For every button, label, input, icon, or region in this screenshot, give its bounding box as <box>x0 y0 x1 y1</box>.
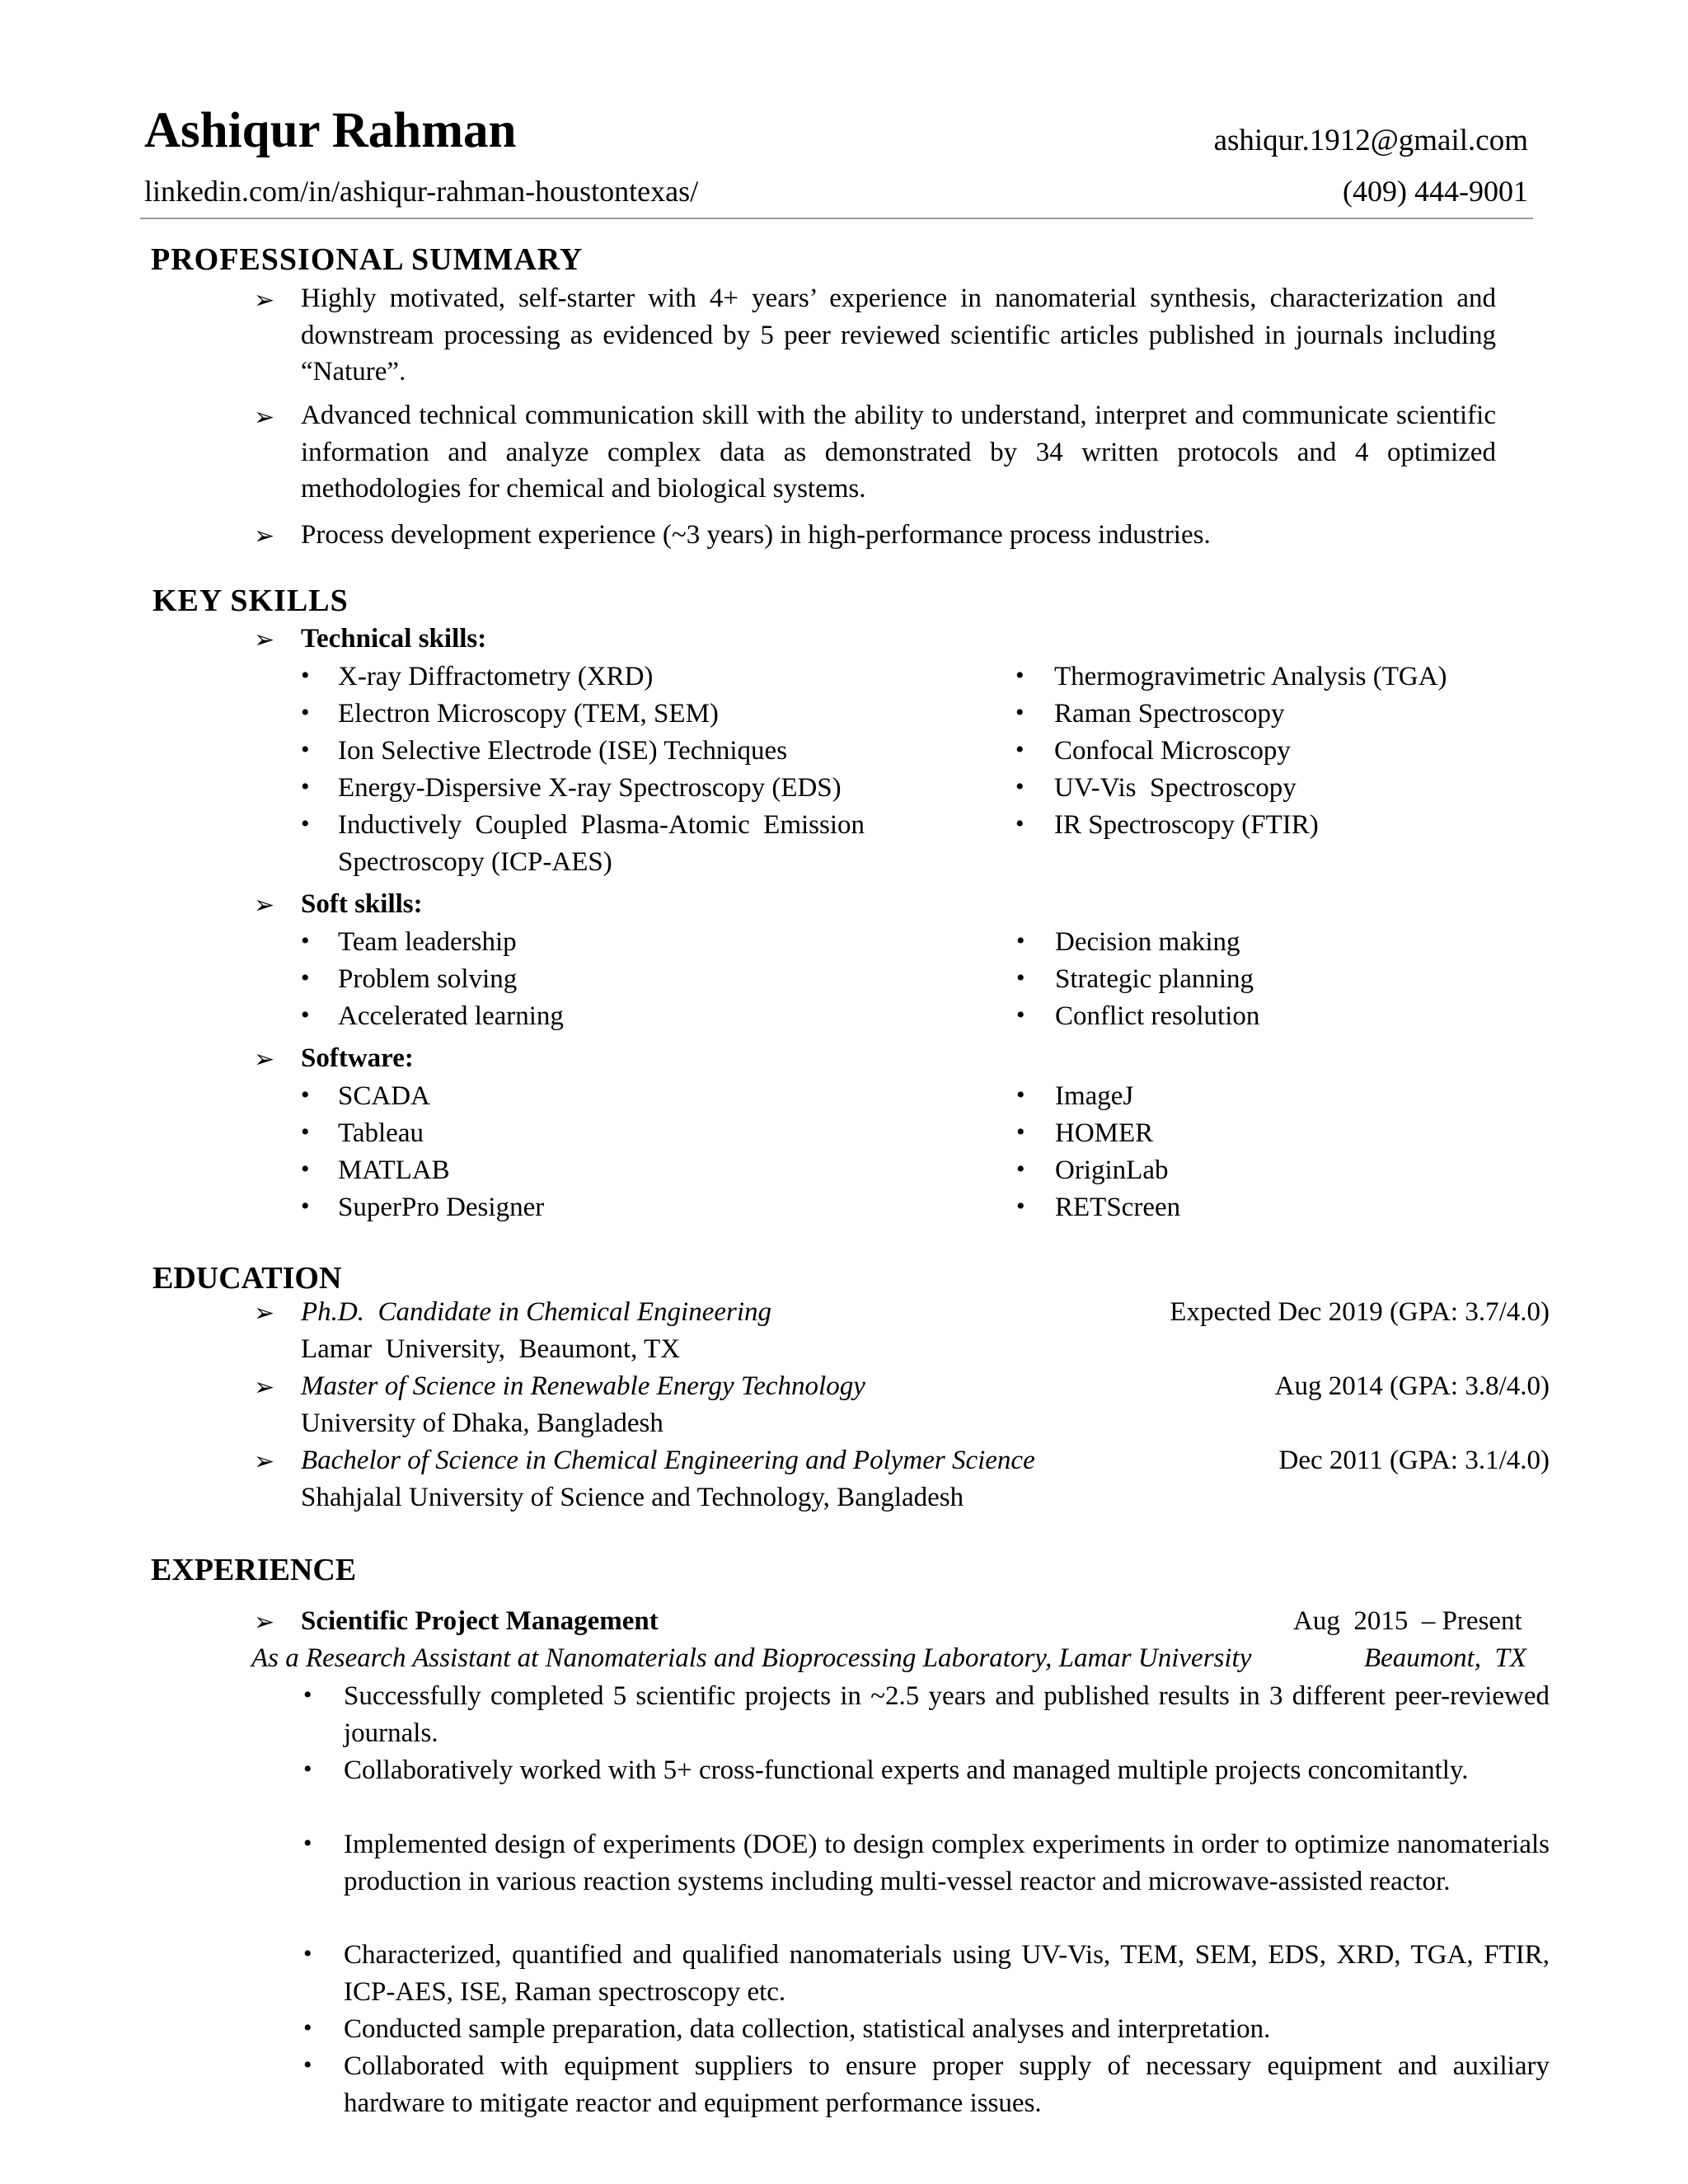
bullet-icon: • <box>1016 1081 1025 1108</box>
skill-item: SCADA <box>338 1081 430 1111</box>
email-address: ashiqur.1912@gmail.com <box>1213 124 1528 157</box>
skill-item: Confocal Microscopy <box>1054 736 1291 766</box>
degree-date: Aug 2014 (GPA: 3.8/4.0) <box>1274 1371 1550 1401</box>
skill-item: Energy-Dispersive X-ray Spectroscopy (EDS) <box>338 773 842 803</box>
bullet-icon: • <box>1015 662 1025 689</box>
summary-item: Process development experience (~3 years) in high-performance process industries. <box>301 520 1211 550</box>
section-title-experience: EXPERIENCE <box>151 1553 357 1587</box>
job-bullet: Successfully completed 5 scientific projects in ~2.5 years and published results in 3 different peer-reviewed journals. <box>344 1681 1550 1748</box>
bullet-icon: • <box>301 1081 310 1108</box>
skill-item: OriginLab <box>1055 1155 1169 1185</box>
bullet-icon: • <box>1015 736 1025 763</box>
skill-item: UV-Vis Spectroscopy <box>1054 773 1296 803</box>
job-title: Scientific Project Management <box>301 1606 659 1636</box>
section-title-education: EDUCATION <box>152 1261 342 1296</box>
bullet-icon: • <box>303 1681 312 1708</box>
degree-date: Dec 2011 (GPA: 3.1/4.0) <box>1278 1446 1550 1475</box>
bullet-icon: • <box>301 662 310 689</box>
arrow-bullet-icon: ➢ <box>254 1609 275 1636</box>
skill-item: RETScreen <box>1055 1193 1181 1222</box>
bullet-icon: • <box>303 1940 312 1967</box>
bullet-icon: • <box>303 1830 312 1857</box>
degree-title: Ph.D. Candidate in Chemical Engineering <box>301 1297 772 1327</box>
skill-item: Accelerated learning <box>338 1001 564 1031</box>
bullet-icon: • <box>1016 1193 1025 1220</box>
linkedin-url: linkedin.com/in/ashiqur-rahman-houstontexas/ <box>144 175 699 208</box>
job-bullet: Implemented design of experiments (DOE) to design complex experiments in order to optimize nanomaterials production in various reaction systems including multi-vessel reactor and microwave-assisted reactor. <box>344 1830 1550 1896</box>
school-name: University of Dhaka, Bangladesh <box>301 1408 663 1438</box>
arrow-bullet-icon: ➢ <box>254 1046 275 1073</box>
bullet-icon: • <box>1016 1001 1025 1029</box>
skill-item: Raman Spectroscopy <box>1054 699 1285 729</box>
skill-item: Tableau <box>338 1118 424 1148</box>
bullet-icon: • <box>1016 964 1025 991</box>
arrow-bullet-icon: ➢ <box>254 892 275 919</box>
bullet-icon: • <box>301 736 310 763</box>
summary-item: Highly motivated, self-starter with 4+ years’ experience in nanomaterial synthesis, characterization and downstream processing as evidenced by 5 peer reviewed scientific articles published in journals including “Nature”. <box>301 284 1496 387</box>
skill-item: Inductively Coupled Plasma-Atomic Emission <box>338 810 865 840</box>
soft-skills-label: Soft skills: <box>301 889 423 919</box>
bullet-icon: • <box>303 2051 312 2079</box>
skill-item: Ion Selective Electrode (ISE) Techniques <box>338 736 788 766</box>
bullet-icon: • <box>301 699 310 726</box>
bullet-icon: • <box>1016 927 1025 954</box>
arrow-bullet-icon: ➢ <box>254 1300 275 1327</box>
skill-item: Electron Microscopy (TEM, SEM) <box>338 699 719 729</box>
job-dates: Aug 2015 – Present <box>1293 1606 1522 1636</box>
bullet-icon: • <box>1016 1155 1025 1183</box>
skill-item: MATLAB <box>338 1155 450 1185</box>
bullet-icon: • <box>1016 1118 1025 1146</box>
skill-item-continued: Spectroscopy (ICP-AES) <box>338 847 612 877</box>
summary-item: Advanced technical communication skill with the ability to understand, interpret and communicate scientific information and analyze complex data as demonstrated by 34 written protocols and 4 optimized methodologies for chemical and biological systems. <box>301 401 1496 504</box>
bullet-icon: • <box>301 1193 310 1220</box>
job-bullet: Collaboratively worked with 5+ cross-functional experts and managed multiple projects concomitantly. <box>344 1755 1469 1785</box>
bullet-icon: • <box>1015 699 1025 726</box>
skill-item: Decision making <box>1055 927 1240 957</box>
skill-item: X-ray Diffractometry (XRD) <box>338 662 654 691</box>
arrow-bullet-icon: ➢ <box>254 287 275 314</box>
degree-title: Bachelor of Science in Chemical Engineering and Polymer Science <box>301 1446 1035 1475</box>
skill-item: HOMER <box>1055 1118 1154 1148</box>
bullet-icon: • <box>303 1755 312 1783</box>
degree-date: Expected Dec 2019 (GPA: 3.7/4.0) <box>1170 1297 1550 1327</box>
software-label: Software: <box>301 1043 414 1073</box>
job-location: Beaumont, TX <box>1364 1643 1527 1673</box>
skill-item: Team leadership <box>338 927 517 957</box>
section-title-summary: PROFESSIONAL SUMMARY <box>151 242 584 277</box>
section-title-skills: KEY SKILLS <box>152 583 349 618</box>
bullet-icon: • <box>301 1118 310 1146</box>
bullet-icon: • <box>301 1155 310 1183</box>
skill-item: IR Spectroscopy (FTIR) <box>1054 810 1319 840</box>
school-name: Shahjalal University of Science and Technology, Bangladesh <box>301 1483 964 1512</box>
candidate-name: Ashiqur Rahman <box>144 103 517 158</box>
skill-item: Problem solving <box>338 964 518 994</box>
skill-item: Conflict resolution <box>1055 1001 1260 1031</box>
arrow-bullet-icon: ➢ <box>254 523 275 550</box>
job-role: As a Research Assistant at Nanomaterials and Bioprocessing Laboratory, Lamar University <box>251 1643 1252 1673</box>
bullet-icon: • <box>301 964 310 991</box>
header-divider <box>140 218 1533 219</box>
degree-title: Master of Science in Renewable Energy Technology <box>301 1371 865 1401</box>
bullet-icon: • <box>1015 773 1025 800</box>
skill-item: ImageJ <box>1055 1081 1134 1111</box>
phone-number: (409) 444-9001 <box>1343 175 1528 208</box>
school-name: Lamar University, Beaumont, TX <box>301 1334 681 1364</box>
bullet-icon: • <box>303 2014 312 2041</box>
skill-item: Strategic planning <box>1055 964 1254 994</box>
job-bullet: Conducted sample preparation, data collection, statistical analyses and interpretation. <box>344 2014 1271 2044</box>
bullet-icon: • <box>301 773 310 800</box>
skill-item: SuperPro Designer <box>338 1193 545 1222</box>
bullet-icon: • <box>301 1001 310 1029</box>
bullet-icon: • <box>301 810 310 837</box>
technical-skills-label: Technical skills: <box>301 624 487 654</box>
bullet-icon: • <box>1015 810 1025 837</box>
skill-item: Thermogravimetric Analysis (TGA) <box>1054 662 1447 691</box>
job-bullet: Characterized, quantified and qualified nanomaterials using UV-Vis, TEM, SEM, EDS, XRD, TGA, FTIR, ICP-AES, ISE, Raman spectroscopy etc. <box>344 1940 1550 2007</box>
arrow-bullet-icon: ➢ <box>254 1374 275 1401</box>
arrow-bullet-icon: ➢ <box>254 626 275 654</box>
bullet-icon: • <box>301 927 310 954</box>
arrow-bullet-icon: ➢ <box>254 404 275 431</box>
job-bullet: Collaborated with equipment suppliers to ensure proper supply of necessary equipment and auxiliary hardware to mitigate reactor and equipment performance issues. <box>344 2051 1550 2118</box>
arrow-bullet-icon: ➢ <box>254 1448 275 1475</box>
